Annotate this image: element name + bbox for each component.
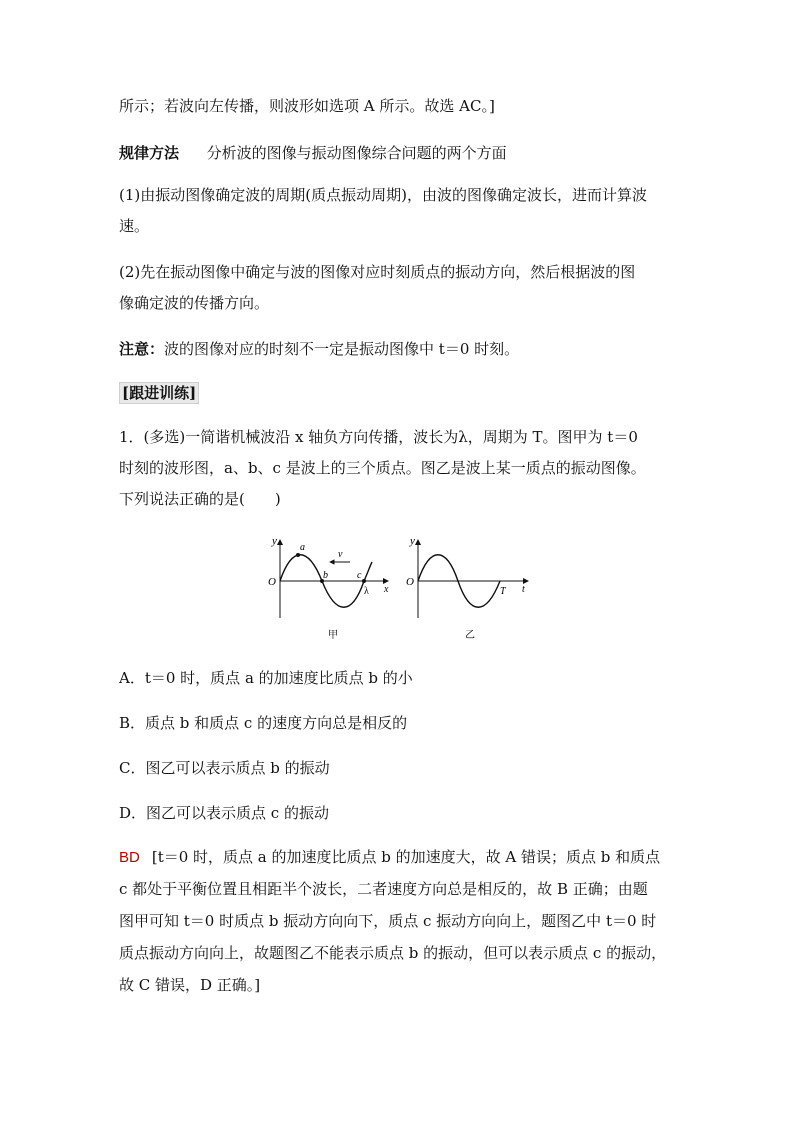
origin-jia: O [268,576,276,588]
method-point-1b: 速。 [119,217,150,235]
vibration-graph-yi [406,535,528,641]
label-b: b [323,570,328,581]
answer-key: BD [119,849,140,866]
label-c: c [357,570,362,581]
method-point-2b: 像确定波的传播方向。 [119,294,270,312]
answer-line-2: c 都处于平衡位置且相距半个波长，二者速度方向总是相反的，故 B 正确；由题 [119,880,648,898]
label-T: T [500,586,506,597]
option-a: A．t＝0 时，质点 a 的加速度比质点 b 的小 [119,669,413,687]
origin-yi: O [406,576,414,588]
point-c-dot [362,579,366,583]
y-label-yi: y [410,535,415,547]
label-a: a [300,542,305,553]
question-line-2: 时刻的波形图，a、b、c 是波上的三个质点。图乙是波上某一质点的振动图像。 [119,459,646,477]
question-line-3: 下列说法正确的是( ) [119,490,281,508]
note-text: 波的图像对应的时刻不一定是振动图像中 t＝0 时刻。 [164,340,520,358]
note-label: 注意： [119,340,165,358]
method-note [119,339,519,359]
wave-graph-jia [268,535,389,641]
answer-text-1: [t＝0 时，质点 a 的加速度比质点 b 的加速度大，故 A 错误；质点 b 和质点 [151,848,661,866]
point-a-dot [296,553,300,557]
caption-yi: 乙 [465,630,475,641]
wave-figure [260,528,540,646]
answer-line-3: 图甲可知 t＝0 时质点 b 振动方向向下，质点 c 振动方向向上，题图乙中 t＝0 时 [119,912,657,930]
previous-answer-tail: 所示；若波向左传播，则波形如选项 A 所示。故选 AC。] [119,97,495,115]
practice-section-label [119,383,199,403]
caption-jia: 甲 [328,630,338,641]
answer-line-1 [119,847,660,868]
option-b: B．质点 b 和质点 c 的速度方向总是相反的 [119,714,408,732]
method-title: 分析波的图像与振动图像综合问题的两个方面 [206,144,507,162]
answer-line-4: 质点振动方向向上，故题图乙不能表示质点 b 的振动，但可以表示质点 c 的振动， [119,944,667,962]
method-point-2a: (2)先在振动图像中确定与波的图像对应时刻质点的振动方向，然后根据波的图 [119,263,636,281]
y-label-jia: y [272,535,277,547]
label-lambda: λ [364,586,369,597]
answer-line-5: 故 C 错误，D 正确。] [119,976,261,994]
option-d: D．图乙可以表示质点 c 的振动 [119,804,329,822]
x-label: x [384,584,389,595]
question-line-1: 1．(多选)一简谐机械波沿 x 轴负方向传播，波长为λ，周期为 T。图甲为 t＝0 [119,428,638,446]
section-badge: [跟进训练] [119,382,199,404]
method-heading [119,143,507,163]
method-tag: 规律方法 [119,144,180,162]
label-v: v [338,549,343,560]
option-c: C．图乙可以表示质点 b 的振动 [119,759,330,777]
method-point-1a: (1)由振动图像确定波的周期(质点振动周期)，由波的图像确定波长，进而计算波 [119,186,647,204]
t-label: t [522,584,525,595]
